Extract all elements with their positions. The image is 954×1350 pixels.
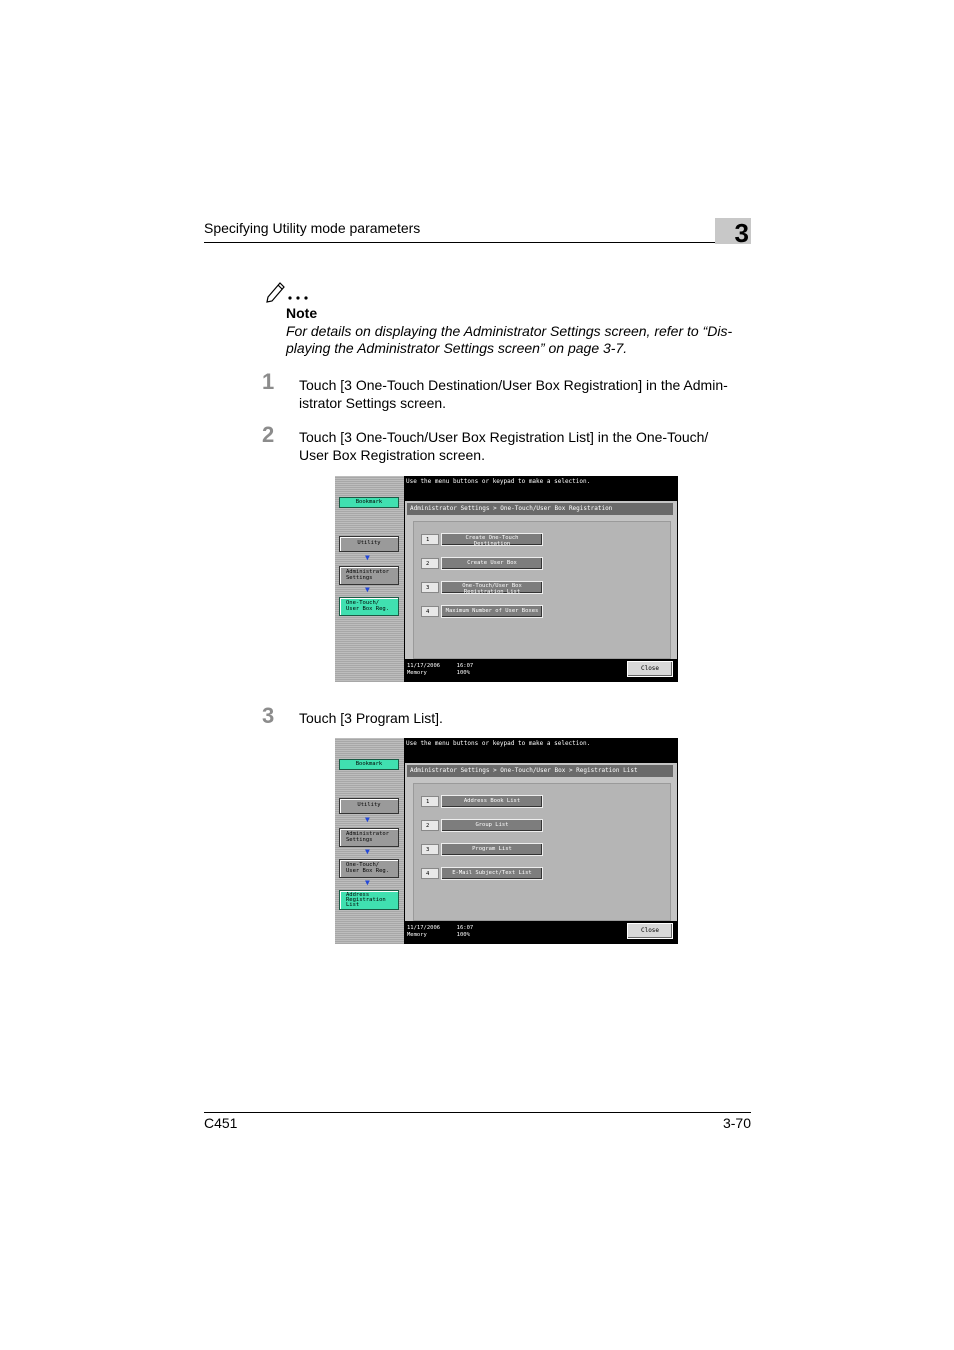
step-text-line: istrator Settings screen. xyxy=(299,395,447,411)
model-name: C451 xyxy=(204,1115,238,1131)
step-number: 2 xyxy=(262,422,275,447)
step-text-line: Touch [3 One-Touch Destination/User Box Registration] in the Admin- xyxy=(299,377,728,393)
arrow-down-icon: ▼ xyxy=(365,585,370,594)
status-bar xyxy=(405,661,677,682)
email-subject-text-list-button[interactable]: E-Mail Subject/Text List xyxy=(441,867,543,880)
option-number: 2 xyxy=(421,558,439,569)
option-number: 2 xyxy=(421,820,439,831)
one-touch-user-box-button[interactable]: One-Touch/ User Box Reg. xyxy=(339,859,399,878)
status-text: 11/17/2006 16:07 Memory 100% xyxy=(407,925,474,938)
header-rule xyxy=(204,242,715,243)
administrator-settings-button[interactable]: Administrator Settings xyxy=(339,828,399,847)
breadcrumb: Administrator Settings > One-Touch/User Box Registration xyxy=(407,503,673,515)
instruction-message: Use the menu buttons or keypad to make a selection. xyxy=(406,740,591,747)
group-list-button[interactable]: Group List xyxy=(441,819,543,832)
registration-list-button[interactable]: One-Touch/User Box Registration List xyxy=(441,581,543,594)
note-text-line: For details on displaying the Administrator Settings screen, refer to “Dis- xyxy=(286,323,733,339)
chapter-badge xyxy=(715,218,751,248)
close-button[interactable]: Close xyxy=(627,923,673,939)
bookmark-button[interactable]: Bookmark xyxy=(339,497,399,508)
main-panel xyxy=(405,501,677,659)
page-number: 3-70 xyxy=(722,1115,751,1131)
chapter-number: 3 xyxy=(734,218,749,248)
program-list-button[interactable]: Program List xyxy=(441,843,543,856)
step-text xyxy=(299,428,751,464)
arrow-down-icon: ▼ xyxy=(365,553,370,562)
arrow-down-icon: ▼ xyxy=(365,847,370,856)
create-user-box-button[interactable]: Create User Box xyxy=(441,557,543,570)
note-label: Note xyxy=(286,305,318,321)
address-book-list-button[interactable]: Address Book List xyxy=(441,795,543,808)
status-bar xyxy=(405,923,677,944)
step-text-line: User Box Registration screen. xyxy=(299,447,485,463)
option-number: 3 xyxy=(421,844,439,855)
close-button[interactable]: Close xyxy=(627,661,673,677)
option-number: 3 xyxy=(421,582,439,593)
option-number: 1 xyxy=(421,796,439,807)
bookmark-button[interactable]: Bookmark xyxy=(339,759,399,770)
option-number: 4 xyxy=(421,868,439,879)
options-panel xyxy=(413,521,671,659)
screenshot-registration-list xyxy=(335,738,678,944)
step-text-line: Touch [3 One-Touch/User Box Registration List] in the One-Touch/ xyxy=(299,429,709,445)
screenshot-registration xyxy=(335,476,678,682)
utility-button[interactable]: Utility xyxy=(339,536,399,552)
pencil-note-icon xyxy=(264,278,314,304)
create-one-touch-button[interactable]: Create One-Touch Destination xyxy=(441,533,543,546)
footer-rule xyxy=(204,1112,751,1113)
step-text-line: Touch [3 Program List]. xyxy=(299,710,443,726)
instruction-message: Use the menu buttons or keypad to make a selection. xyxy=(406,478,591,485)
breadcrumb: Administrator Settings > One-Touch/User Box > Registration List xyxy=(407,765,673,777)
step-text xyxy=(299,376,751,412)
address-registration-list-button[interactable]: Address Registration List xyxy=(339,890,399,910)
utility-button[interactable]: Utility xyxy=(339,798,399,814)
status-text: 11/17/2006 16:07 Memory 100% xyxy=(407,663,474,676)
arrow-down-icon: ▼ xyxy=(365,878,370,887)
arrow-down-icon: ▼ xyxy=(365,815,370,824)
note-text xyxy=(286,323,752,357)
max-user-boxes-button[interactable]: Maximum Number of User Boxes xyxy=(441,605,543,618)
sidebar xyxy=(335,476,404,682)
option-number: 1 xyxy=(421,534,439,545)
step-number: 1 xyxy=(262,369,275,394)
section-title: Specifying Utility mode parameters xyxy=(204,220,421,236)
administrator-settings-button[interactable]: Administrator Settings xyxy=(339,566,399,585)
step-text xyxy=(299,709,751,727)
option-number: 4 xyxy=(421,606,439,617)
sidebar xyxy=(335,738,404,944)
step-number: 3 xyxy=(262,703,275,728)
options-panel xyxy=(413,783,671,921)
main-panel xyxy=(405,763,677,921)
note-text-line: playing the Administrator Settings screen” on page 3-7. xyxy=(286,340,628,356)
one-touch-user-box-button[interactable]: One-Touch/ User Box Reg. xyxy=(339,597,399,616)
